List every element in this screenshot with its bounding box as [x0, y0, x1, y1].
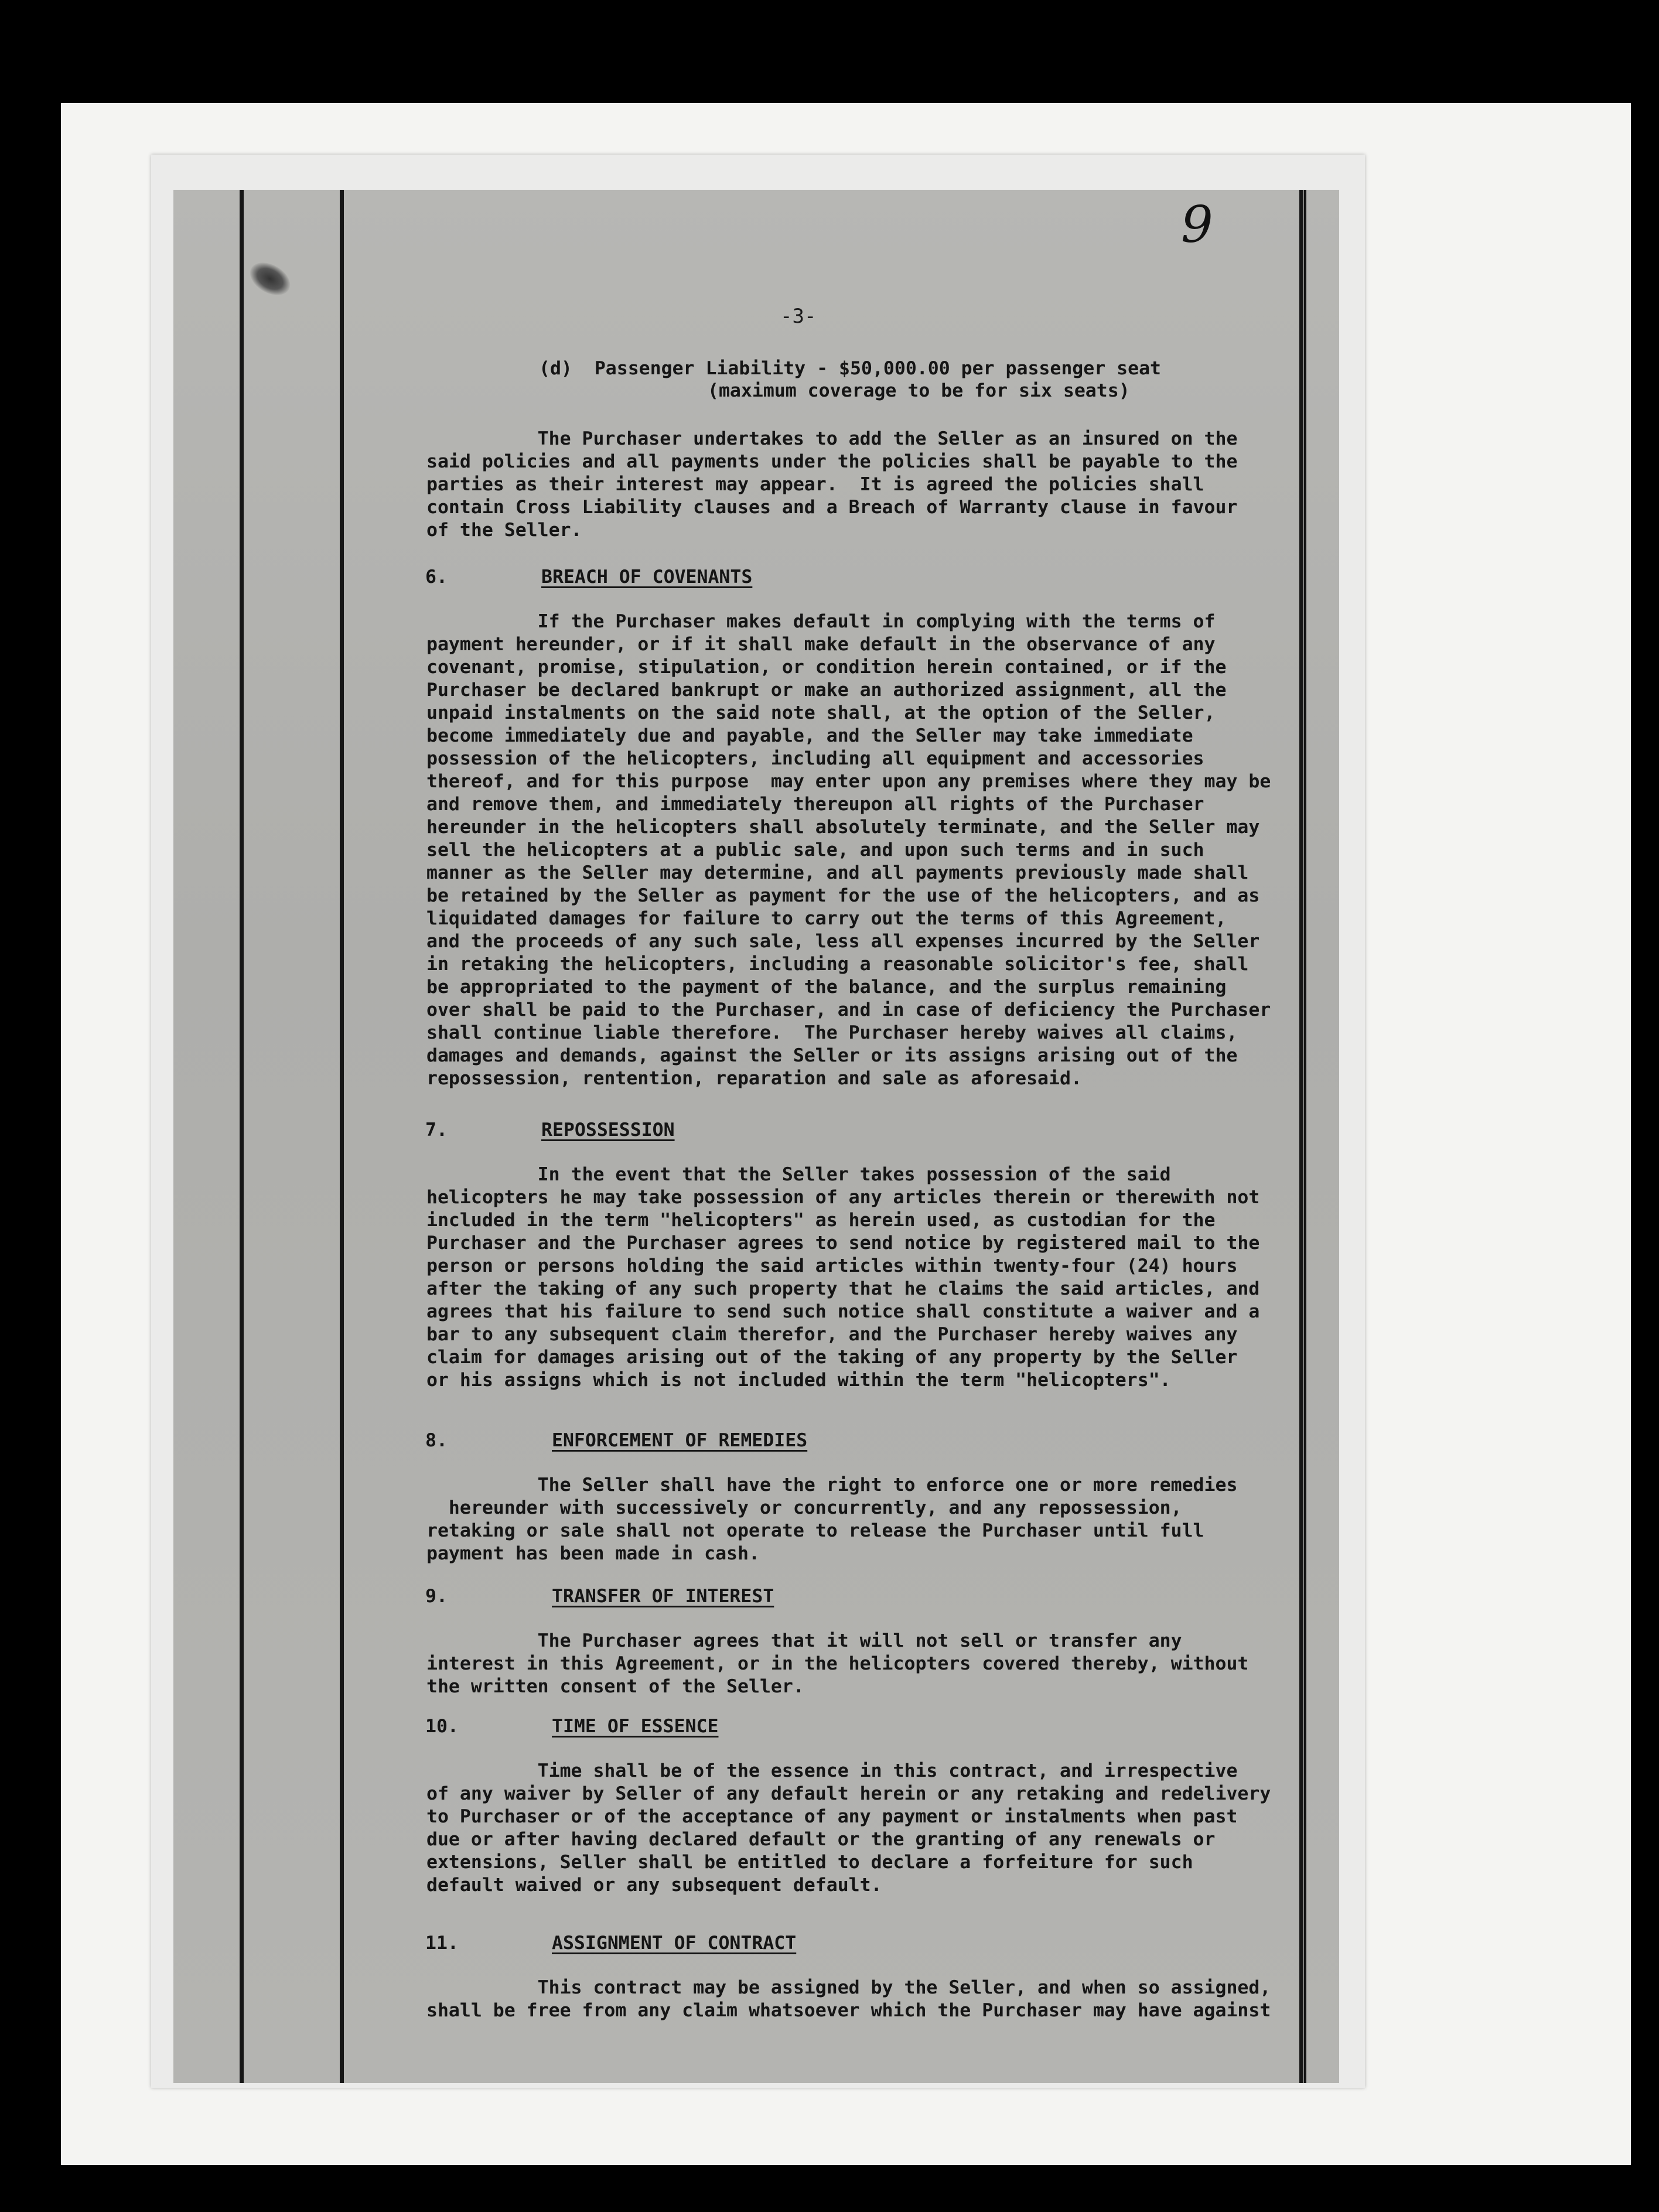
paragraph-line: unpaid instalments on the said note shall, at the option of the Seller, — [426, 702, 1216, 723]
coverage-note: (maximum coverage to be for six seats) — [708, 380, 1130, 401]
paragraph-line: possession of the helicopters, including all equipment and accessories — [426, 748, 1204, 769]
paragraph-line: be appropriated to the payment of the balance, and the surplus remaining — [426, 977, 1227, 998]
left-margin-rule-inner — [340, 190, 344, 2083]
paragraph-line: The Purchaser agrees that it will not sell or transfer any — [426, 1630, 1182, 1651]
paragraph-line: due or after having declared default or the granting of any renewals or — [426, 1829, 1216, 1850]
paragraph-line: become immediately due and payable, and the Seller may take immediate — [426, 725, 1193, 746]
section-heading: TIME OF ESSENCE — [552, 1716, 719, 1737]
paragraph-line: said policies and all payments under the policies shall be payable to the — [426, 451, 1238, 472]
paragraph-line: If the Purchaser makes default in complying with the terms of — [426, 611, 1216, 632]
paragraph-line: shall be free from any claim whatsoever which the Purchaser may have against — [426, 2000, 1271, 2021]
right-margin-rule — [1299, 190, 1303, 2083]
section-body — [426, 1630, 1248, 1698]
paragraph-line: hereunder in the helicopters shall absolutely terminate, and the Seller may — [426, 817, 1260, 838]
section-body — [426, 1977, 1271, 2022]
paragraph-line: to Purchaser or of the acceptance of any payment or instalments when past — [426, 1806, 1238, 1827]
paragraph-line: payment has been made in cash. — [426, 1543, 760, 1564]
typed-page-number: -3- — [780, 305, 817, 328]
section-number: 11. — [425, 1933, 459, 1954]
paragraph-line: over shall be paid to the Purchaser, and in case of deficiency the Purchaser — [426, 999, 1271, 1020]
paragraph-line: of any waiver by Seller of any default herein or any retaking and redelivery — [426, 1783, 1271, 1804]
paragraph-line: parties as their interest may appear. It is agreed the policies shall — [426, 474, 1204, 495]
paragraph-line: claim for damages arising out of the taking of any property by the Seller — [426, 1347, 1238, 1368]
paragraph-line: and the proceeds of any such sale, less all expenses incurred by the Seller — [426, 931, 1260, 952]
paragraph-line: after the taking of any such property that he claims the said articles, and — [426, 1278, 1260, 1299]
left-margin-rule — [240, 190, 244, 2083]
section-heading: BREACH OF COVENANTS — [541, 566, 753, 588]
paragraph-line: damages and demands, against the Seller or its assigns arising out of the — [426, 1045, 1238, 1066]
section-heading: ASSIGNMENT OF CONTRACT — [552, 1933, 797, 1954]
right-margin-rule-outer — [1304, 190, 1306, 2083]
passenger-liability-line — [539, 357, 1161, 402]
paragraph-line: retaking or sale shall not operate to release the Purchaser until full — [426, 1520, 1204, 1541]
paragraph-line: Time shall be of the essence in this contract, and irrespective — [426, 1760, 1238, 1781]
section-body — [426, 1163, 1259, 1392]
paragraph-line: be retained by the Seller as payment for the use of the helicopters, and as — [426, 885, 1260, 906]
paragraph-line: hereunder with successively or concurrently, and any repossession, — [426, 1497, 1182, 1518]
paragraph-line: person or persons holding the said articles within twenty-four (24) hours — [426, 1255, 1238, 1276]
section-body — [426, 1760, 1271, 1897]
paragraph-line: in retaking the helicopters, including a reasonable solicitor's fee, shall — [426, 954, 1249, 975]
section-body — [426, 610, 1271, 1090]
section-number: 6. — [425, 566, 448, 588]
paragraph-line: of the Seller. — [426, 520, 582, 541]
paragraph-line: interest in this Agreement, or in the helicopters covered thereby, without — [426, 1653, 1249, 1674]
paragraph-line: covenant, promise, stipulation, or condition herein contained, or if the — [426, 657, 1227, 678]
section-number: 10. — [425, 1716, 459, 1737]
paragraph-line: helicopters he may take possession of any articles therein or therewith not — [426, 1187, 1260, 1208]
paragraph-line: shall continue liable therefore. The Purchaser hereby waives all claims, — [426, 1022, 1238, 1043]
paragraph-line: sell the helicopters at a public sale, and upon such terms and in such — [426, 839, 1204, 861]
paragraph-line: The Purchaser undertakes to add the Seller as an insured on the — [426, 428, 1238, 449]
paragraph-line: agrees that his failure to send such notice shall constitute a waiver and a — [426, 1301, 1260, 1322]
paragraph-line: Purchaser be declared bankrupt or make an authorized assignment, all the — [426, 680, 1227, 701]
section-heading: TRANSFER OF INTEREST — [552, 1586, 774, 1607]
section-number: 9. — [425, 1586, 448, 1607]
paragraph-line: In the event that the Seller takes possession of the said — [426, 1164, 1171, 1185]
section-body — [426, 1474, 1237, 1565]
paragraph-line: Purchaser and the Purchaser agrees to send notice by registered mail to the — [426, 1233, 1260, 1254]
section-heading: REPOSSESSION — [541, 1119, 675, 1141]
paragraph-line: included in the term "helicopters" as herein used, as custodian for the — [426, 1210, 1216, 1231]
section-number: 8. — [425, 1430, 448, 1451]
paragraph-line: default waived or any subsequent default. — [426, 1875, 882, 1896]
paragraph-line: manner as the Seller may determine, and all payments previously made shall — [426, 862, 1249, 883]
section-number: 7. — [425, 1119, 448, 1141]
ink-smudge — [244, 256, 296, 302]
paragraph-line: or his assigns which is not included within the term "helicopters". — [426, 1370, 1171, 1391]
document-page — [173, 190, 1339, 2083]
paragraph-line: extensions, Seller shall be entitled to declare a forfeiture for such — [426, 1852, 1193, 1873]
section-heading: ENFORCEMENT OF REMEDIES — [552, 1430, 808, 1451]
paragraph-line: bar to any subsequent claim therefor, and the Purchaser hereby waives any — [426, 1324, 1238, 1345]
handwritten-page-number: 9 — [1181, 196, 1213, 254]
paragraph-line: payment hereunder, or if it shall make default in the observance of any — [426, 634, 1216, 655]
paragraph-line: repossession, rentention, reparation and sale as aforesaid. — [426, 1068, 1082, 1089]
paragraph-line: the written consent of the Seller. — [426, 1676, 804, 1697]
paragraph-line: contain Cross Liability clauses and a Breach of Warranty clause in favour — [426, 497, 1238, 518]
paragraph-line: The Seller shall have the right to enforce one or more remedies — [426, 1474, 1238, 1496]
paragraph-line: and remove them, and immediately thereupon all rights of the Purchaser — [426, 794, 1204, 815]
insured-paragraph — [426, 428, 1237, 542]
paragraph-line: thereof, and for this purpose may enter upon any premises where they may be — [426, 771, 1271, 792]
paragraph-line: liquidated damages for failure to carry out the terms of this Agreement, — [426, 908, 1227, 929]
passenger-liability-text: (d) Passenger Liability - $50,000.00 per passenger seat — [539, 358, 1162, 379]
paragraph-line: This contract may be assigned by the Seller, and when so assigned, — [426, 1977, 1271, 1998]
